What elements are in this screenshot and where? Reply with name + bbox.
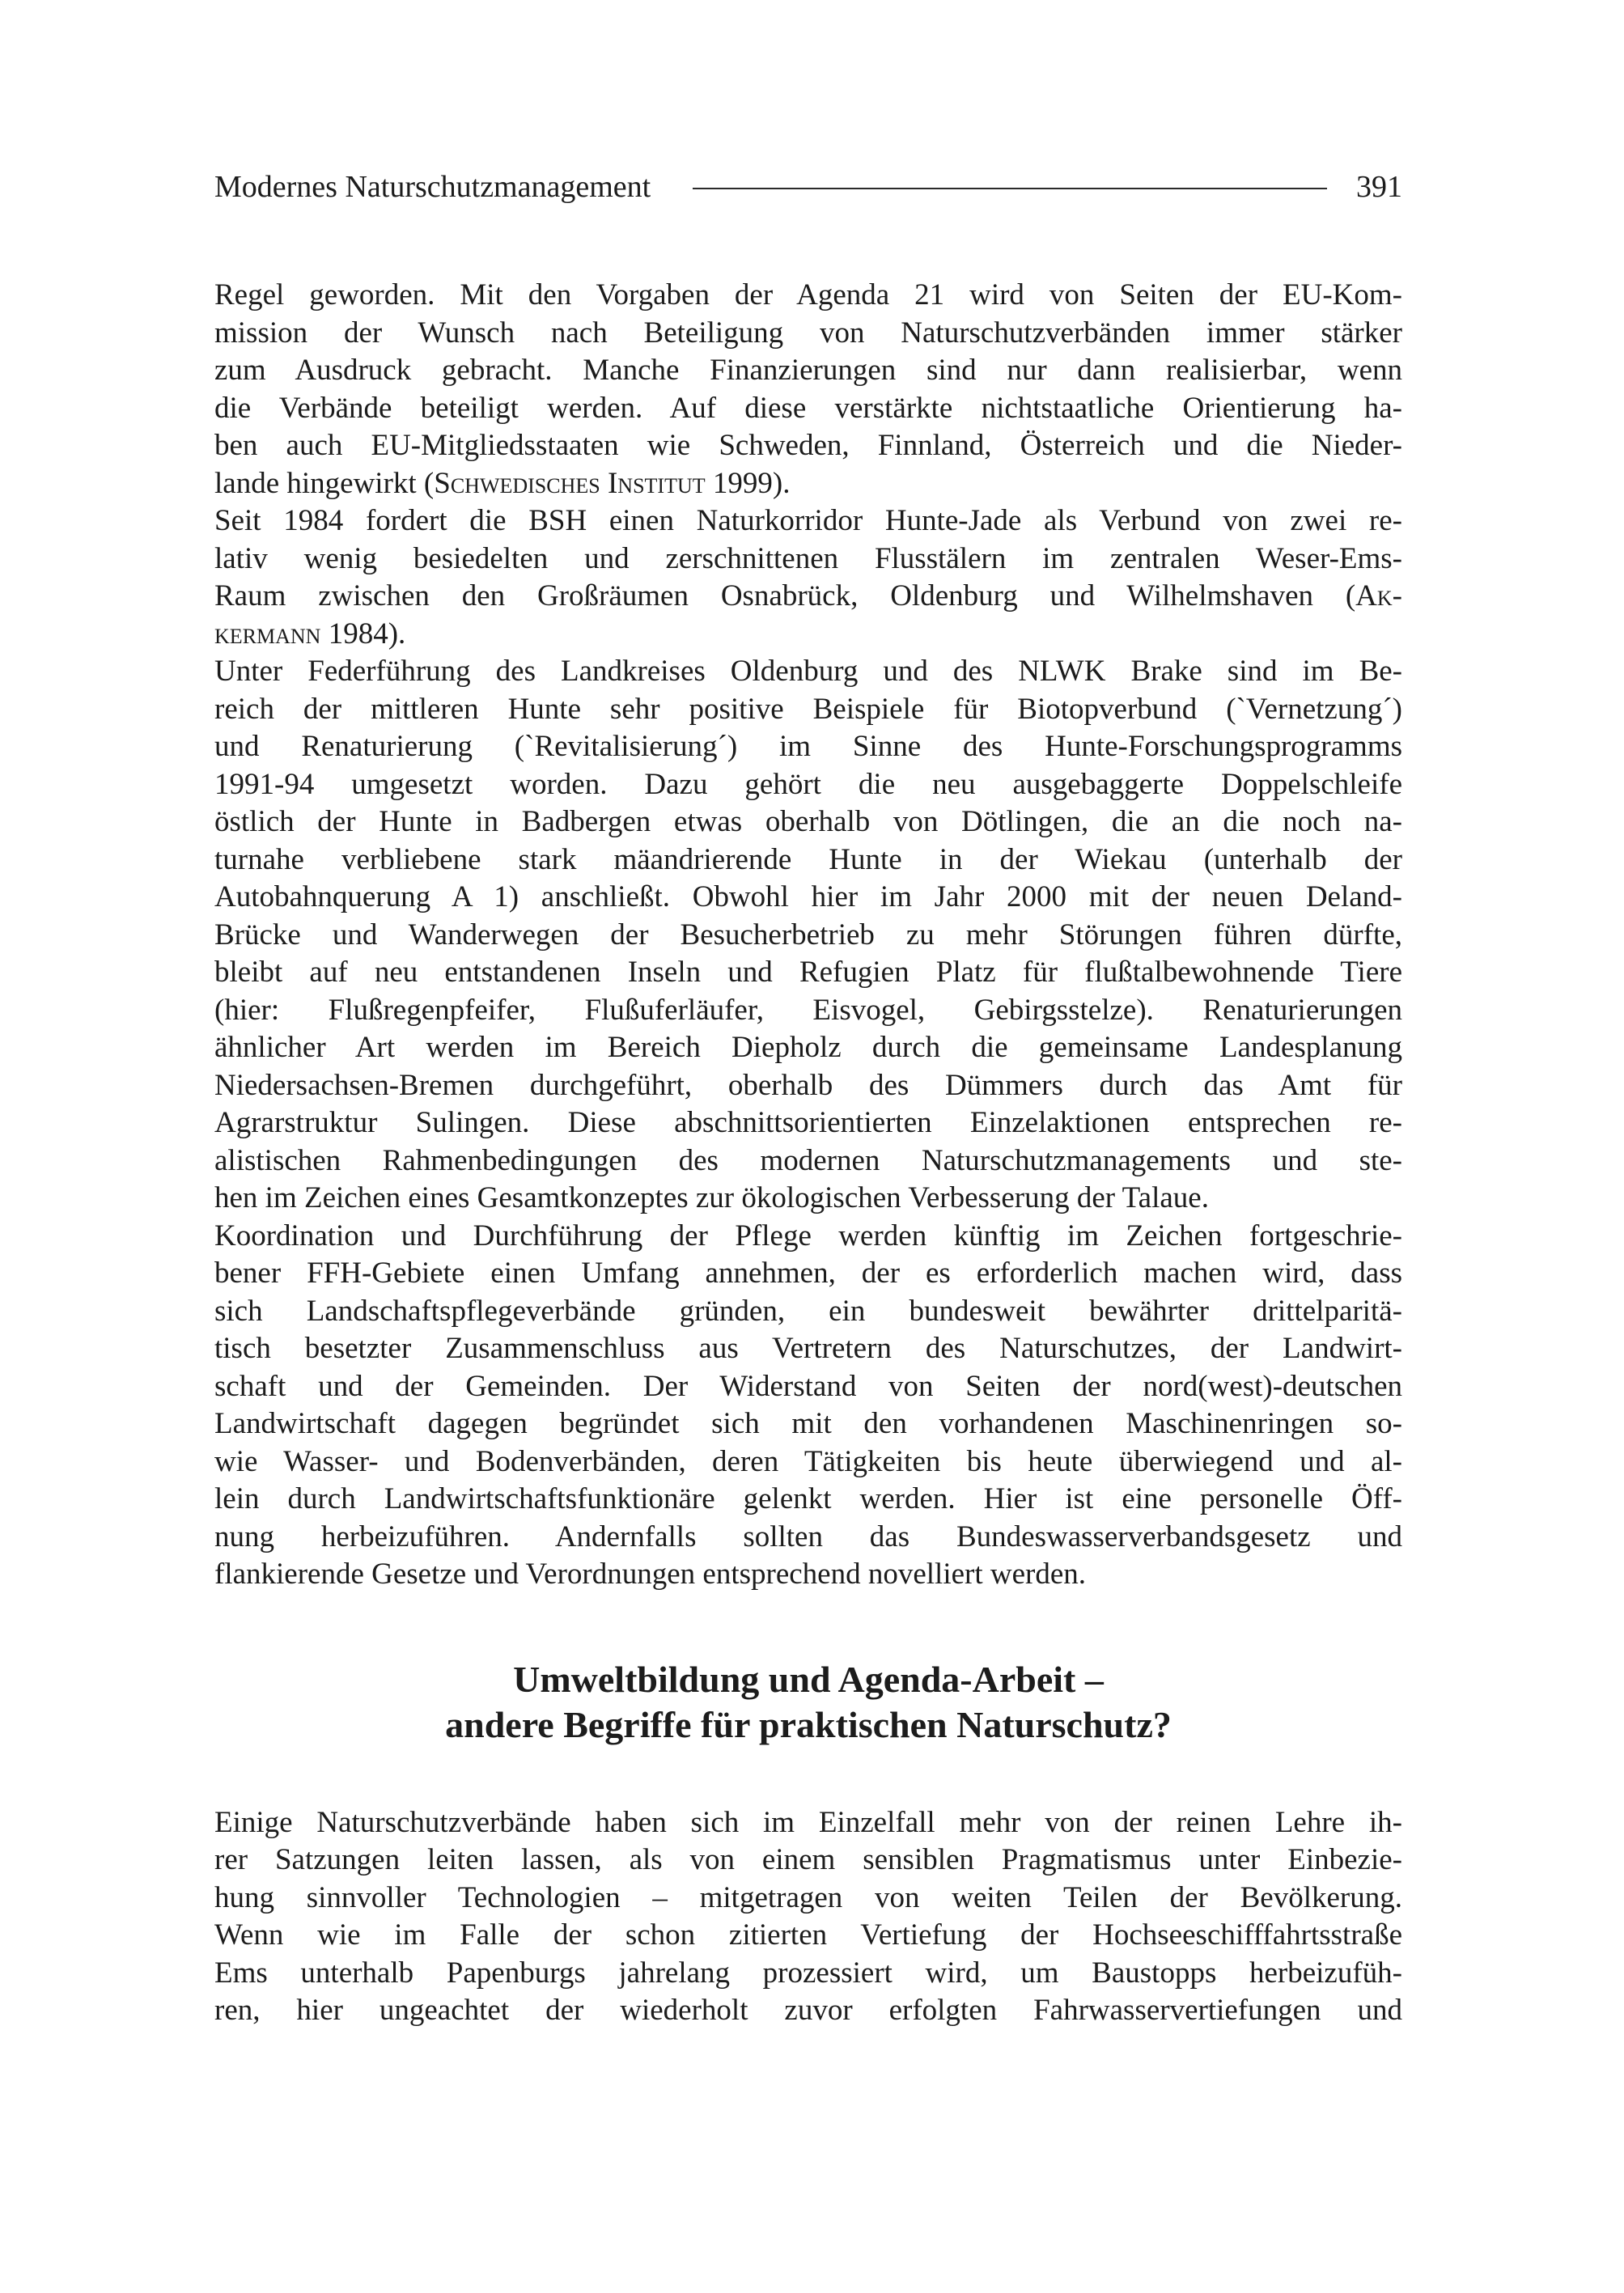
text-line: lein durch Landwirtschaftsfunktionäre gelenkt werden. Hier ist eine personelle Öff- [214,1482,1402,1515]
text-line: bleibt auf neu entstandenen Inseln und Refugien Platz für flußtalbewohnende Tiere [214,956,1402,989]
text-fragment: Raum zwischen den Großräumen Osnabrück, Oldenburg und Wilhelmshaven ( [214,579,1356,612]
text-line: östlich der Hunte in Badbergen etwas oberhalb von Dötlingen, die an die noch na- [214,805,1402,838]
text-line: nung herbeizuführen. Andernfalls sollten das Bundeswasserverbandsgesetz und [214,1519,1402,1553]
text-line: Unter Federführung des Landkreises Oldenburg und des NLWK Brake sind im Be- [214,655,1402,688]
paragraph-naturkorridor [214,502,1402,653]
text-line [214,616,1402,654]
text-line: schaft und der Gemeinden. Der Widerstand von Seiten der nord(west)-deutschen [214,1369,1402,1403]
section-heading [214,1657,1402,1748]
paragraph-umweltbildung [214,1804,1402,2030]
text-line [214,578,1402,616]
text-line: ben auch EU-Mitgliedsstaaten wie Schweden, Finnland, Österreich und die Nieder- [214,429,1402,462]
text-line: Ems unterhalb Papenburgs jahrelang prozessiert wird, um Baustopps herbeizufüh- [214,1956,1402,1990]
text-line: ähnlicher Art werden im Bereich Diepholz durch die gemeinsame Landesplanung [214,1031,1402,1064]
text-line: Niedersachsen-Bremen durchgeführt, oberhalb des Dümmers durch das Amt für [214,1068,1402,1102]
text-line [214,465,1402,503]
paragraph-landschaftspflege [214,1218,1402,1594]
text-line: rer Satzungen leiten lassen, als von einem sensiblen Pragmatismus unter Einbezie- [214,1843,1402,1876]
text-fragment: 1999). [705,466,791,500]
running-head [214,166,1402,208]
text-line: wie Wasser- und Bodenverbänden, deren Tätigkeiten bis heute überwiegend und al- [214,1444,1402,1478]
text-line: Brücke und Wanderwegen der Besucherbetrieb zu mehr Störungen führen dürfte, [214,918,1402,952]
text-line: lativ wenig besiedelten und zerschnittenen Flusstälern im zentralen Weser-Ems- [214,541,1402,575]
text-line: mission der Wunsch nach Beteiligung von Naturschutzverbänden immer stärker [214,316,1402,350]
citation-author: Schwedisches Institut [434,466,706,500]
text-line: Landwirtschaft dagegen begründet sich mit den vorhandenen Maschinenringen so- [214,1407,1402,1440]
text-line: sich Landschaftspflegeverbände gründen, ein bundesweit bewährter drittelparitä- [214,1294,1402,1328]
text-line: die Verbände beteiligt werden. Auf diese verstärkte nichtstaatliche Orientierung ha- [214,391,1402,425]
text-line: Wenn wie im Falle der schon zitierten Vertiefung der Hochseeschifffahrtsstraße [214,1918,1402,1952]
text-line: ren, hier ungeachtet der wiederholt zuvor erfolgten Fahrwasservertiefungen und [214,1994,1402,2027]
running-head-title: Modernes Naturschutzmanagement [214,170,651,204]
text-line: bener FFH-Gebiete einen Umfang annehmen, der es erforderlich machen wird, dass [214,1257,1402,1290]
running-head-rule [693,188,1327,189]
text-line: turnahe verbliebene stark mäandrierende Hunte in der Wiekau (unterhalb der [214,842,1402,876]
section-heading-line: andere Begriffe für praktischen Naturschutz? [445,1703,1172,1745]
text-line: Koordination und Durchführung der Pflege werden künftig im Zeichen fortgeschrie- [214,1219,1402,1252]
text-line: und Renaturierung (`Revitalisierung´) im Sinne des Hunte-Forschungsprogramms [214,730,1402,763]
citation-author: kermann [214,617,321,651]
text-line: Regel geworden. Mit den Vorgaben der Agenda 21 wird von Seiten der EU-Kom- [214,278,1402,312]
text-fragment: 1984). [320,617,406,651]
text-line: alistischen Rahmenbedingungen des modernen Naturschutzmanagements und ste- [214,1143,1402,1177]
text-line: flankierende Gesetze und Verordnungen entsprechend novelliert werden. [214,1558,1087,1591]
text-line: hen im Zeichen eines Gesamtkonzeptes zur ökologischen Verbesserung der Talaue. [214,1181,1209,1214]
page-number: 391 [1356,170,1402,204]
paragraph-renaturierung [214,653,1402,1218]
section-heading-line: Umweltbildung und Agenda-Arbeit – [513,1658,1104,1700]
text-line: tisch besetzter Zusammenschluss aus Vertretern des Naturschutzes, der Landwirt- [214,1332,1402,1365]
paragraph-agenda-21 [214,277,1402,502]
text-line: Agrarstruktur Sulingen. Diese abschnittsorientierten Einzelaktionen entsprechen re- [214,1106,1402,1139]
text-line: zum Ausdruck gebracht. Manche Finanzierungen sind nur dann realisierbar, wenn [214,354,1402,387]
text-line: reich der mittleren Hunte sehr positive Beispiele für Biotopverbund (`Vernetzung´) [214,692,1402,726]
citation-author: Ak- [1355,579,1402,612]
text-line: Einige Naturschutzverbände haben sich im Einzelfall mehr von der reinen Lehre ih- [214,1805,1402,1839]
text-line: 1991-94 umgesetzt worden. Dazu gehört die neu ausgebaggerte Doppelschleife [214,767,1402,801]
text-line: (hier: Flußregenpfeifer, Flußuferläufer, Eisvogel, Gebirgsstelze). Renaturierungen [214,993,1402,1027]
text-line: Autobahnquerung A 1) anschließt. Obwohl hier im Jahr 2000 mit der neuen Deland- [214,880,1402,913]
text-fragment: lande hingewirkt ( [214,466,435,500]
text-line: Seit 1984 fordert die BSH einen Naturkorridor Hunte-Jade als Verbund von zwei re- [214,504,1402,537]
book-page [214,166,1402,2030]
text-line: hung sinnvoller Technologien – mitgetragen von weiten Teilen der Bevölkerung. [214,1880,1402,1914]
